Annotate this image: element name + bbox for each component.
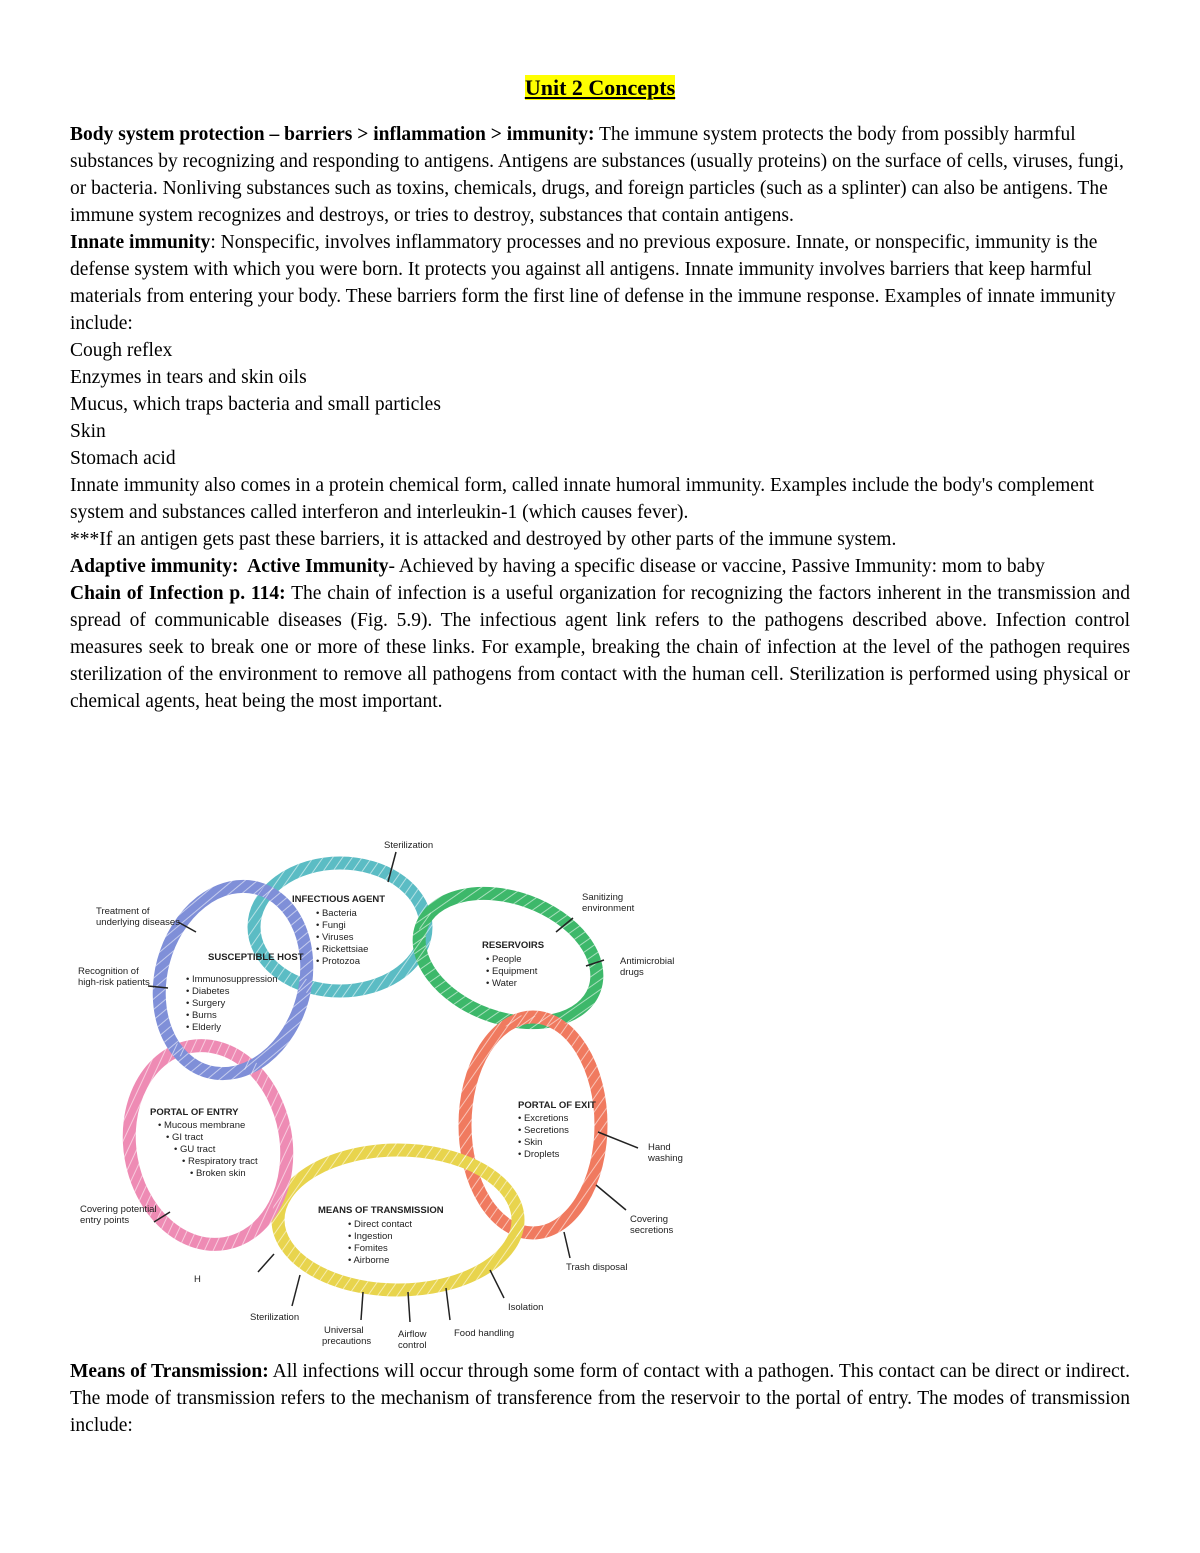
- break-label-isolation: Isolation: [508, 1302, 544, 1313]
- portal-of-entry-item: • GU tract: [174, 1144, 216, 1155]
- break-label-trash: Trash disposal: [566, 1262, 628, 1273]
- title-text: Unit 2 Concepts: [524, 75, 676, 100]
- innate-example: Cough reflex: [70, 340, 173, 361]
- break-label-hand-washing-right: Hand washing: [648, 1142, 683, 1164]
- innate-humoral: Innate immunity also comes in a protein chemical form, called innate humoral immunity. Examples include the body's complement system and substances called interferon and interleukin-1 (which causes fever).: [70, 475, 1095, 523]
- infectious-agent-title: INFECTIOUS AGENT: [292, 894, 386, 905]
- portal-of-exit-item: • Skin: [518, 1137, 543, 1148]
- innate-example: Mucus, which traps bacteria and small particles: [70, 394, 441, 415]
- reservoirs-item: • People: [486, 954, 522, 965]
- transmission-heading: Means of Transmission:: [70, 1361, 269, 1382]
- break-label-sterilization-bottom: Sterilization: [250, 1312, 300, 1323]
- means-of-transmission-item: • Ingestion: [348, 1231, 393, 1242]
- adaptive-text: - Achieved by having a specific disease or vaccine, Passive Immunity: mom to baby: [388, 556, 1045, 577]
- break-label-sanitizing: Sanitizing environment: [582, 892, 635, 914]
- reservoirs-item: • Equipment: [486, 966, 538, 977]
- portal-of-entry-item: • GI tract: [166, 1132, 204, 1143]
- body-system-heading: Body system protection – barriers > inflammation > immunity:: [70, 124, 595, 145]
- portal-of-entry-title: PORTAL OF ENTRY: [150, 1107, 239, 1118]
- chain-text: The chain of infection is a useful organization for recognizing the factors inherent in the transmission and spread of communicable diseases (Fig. 5.9). The infectious agent link refers to the pathogens described above. Infection control measures seek to break one or more of these links. For example, breaking the chain of infection at the level of the pathogen requires sterilization of the environment to remove all pathogens from contact with the human cell. Sterilization is performed using physical or chemical agents, heat being the most important.: [70, 583, 1130, 712]
- innate-text: : Nonspecific, involves inflammatory processes and no previous exposure. Innate, or nonspecific, immunity is the defense system with which you were born. It protects you against all antigens. Innate immunity involves barriers that keep harmful materials from entering your body. These barriers form the first line of defense in the immune response. Examples of innate immunity include:: [70, 232, 1116, 334]
- infectious-agent-item: • Rickettsiae: [316, 944, 369, 955]
- break-label-covering-secretions: Covering secretions: [630, 1214, 674, 1236]
- portal-of-entry-item: • Mucous membrane: [158, 1120, 246, 1131]
- portal-of-entry-item: • Respiratory tract: [182, 1156, 258, 1167]
- susceptible-host-item: • Surgery: [186, 998, 226, 1009]
- portal-of-exit-item: • Secretions: [518, 1125, 569, 1136]
- chain-of-infection-figure: [78, 830, 698, 1355]
- break-label-universal: Universal precautions: [322, 1325, 372, 1347]
- portal-of-entry-item: • Broken skin: [190, 1168, 246, 1179]
- active-immunity-heading: Active Immunity: [238, 556, 389, 577]
- infectious-agent-item: • Protozoa: [316, 956, 360, 967]
- infectious-agent-item: • Fungi: [316, 920, 346, 931]
- break-label-sterilization-top: Sterilization: [384, 840, 434, 851]
- reservoirs-title: RESERVOIRS: [482, 940, 545, 951]
- innate-note: ***If an antigen gets past these barriers, it is attacked and destroyed by other parts of the immune system.: [70, 529, 897, 550]
- chain-paragraph: [70, 580, 1130, 715]
- susceptible-host-title: SUSCEPTIBLE HOST: [208, 952, 304, 963]
- means-of-transmission-item: • Fomites: [348, 1243, 388, 1254]
- chain-heading: Chain of Infection p. 114:: [70, 583, 286, 604]
- innate-paragraph: [70, 229, 1130, 337]
- document-body: [70, 70, 1130, 715]
- infectious-agent-item: • Viruses: [316, 932, 354, 943]
- portal-of-exit-item: • Excretions: [518, 1113, 569, 1124]
- innate-heading: Innate immunity: [70, 232, 211, 253]
- transmission-text: All infections will occur through some form of contact with a pathogen. This contact can be direct or indirect. The mode of transmission refers to the mechanism of transference from the reservoir to the portal of entry. The modes of transmission include:: [70, 1361, 1130, 1436]
- chain-diagram: [78, 830, 698, 1355]
- portal-of-exit-title: PORTAL OF EXIT: [518, 1100, 596, 1111]
- body-system-paragraph: [70, 121, 1130, 229]
- infectious-agent-item: • Bacteria: [316, 908, 357, 919]
- break-label-airflow: Airflow control: [398, 1329, 427, 1351]
- transmission-section: [70, 1358, 1130, 1439]
- break-label-covering-entry: Covering potential entry points: [80, 1204, 157, 1226]
- break-label-recognition: Recognition of high-risk patients: [78, 966, 150, 988]
- innate-example: Stomach acid: [70, 448, 176, 469]
- reservoirs-item: • Water: [486, 978, 517, 989]
- innate-example: Skin: [70, 421, 106, 442]
- susceptible-host-item: • Burns: [186, 1010, 217, 1021]
- body-system-text: The immune system protects the body from possibly harmful substances by recognizing and responding to antigens. Antigens are substances (usually proteins) on the surface of cells, viruses, fungi, or bacteria. Nonliving substances such as toxins, chemicals, drugs, and foreign particles (such as a splinter) can also be antigens. The immune system recognizes and destroys, or tries to destroy, substances that contain antigens.: [70, 124, 1124, 226]
- transmission-paragraph: [70, 1358, 1130, 1439]
- means-of-transmission-item: • Airborne: [348, 1255, 390, 1266]
- page-title: [70, 74, 1130, 101]
- break-label-hand-washing-left: H: [194, 1274, 201, 1285]
- adaptive-heading: Adaptive immunity:: [70, 556, 239, 577]
- means-of-transmission-item: • Direct contact: [348, 1219, 413, 1230]
- susceptible-host-item: • Elderly: [186, 1022, 222, 1033]
- susceptible-host-item: • Immunosuppression: [186, 974, 278, 985]
- means-of-transmission-title: MEANS OF TRANSMISSION: [318, 1205, 444, 1216]
- break-label-antimicrobial: Antimicrobial drugs: [620, 956, 675, 978]
- susceptible-host-item: • Diabetes: [186, 986, 230, 997]
- break-label-treatment: Treatment of underlying diseases: [96, 906, 180, 928]
- adaptive-paragraph: [70, 553, 1130, 580]
- innate-example: Enzymes in tears and skin oils: [70, 367, 307, 388]
- portal-of-exit-item: • Droplets: [518, 1149, 560, 1160]
- break-label-food: Food handling: [454, 1328, 515, 1339]
